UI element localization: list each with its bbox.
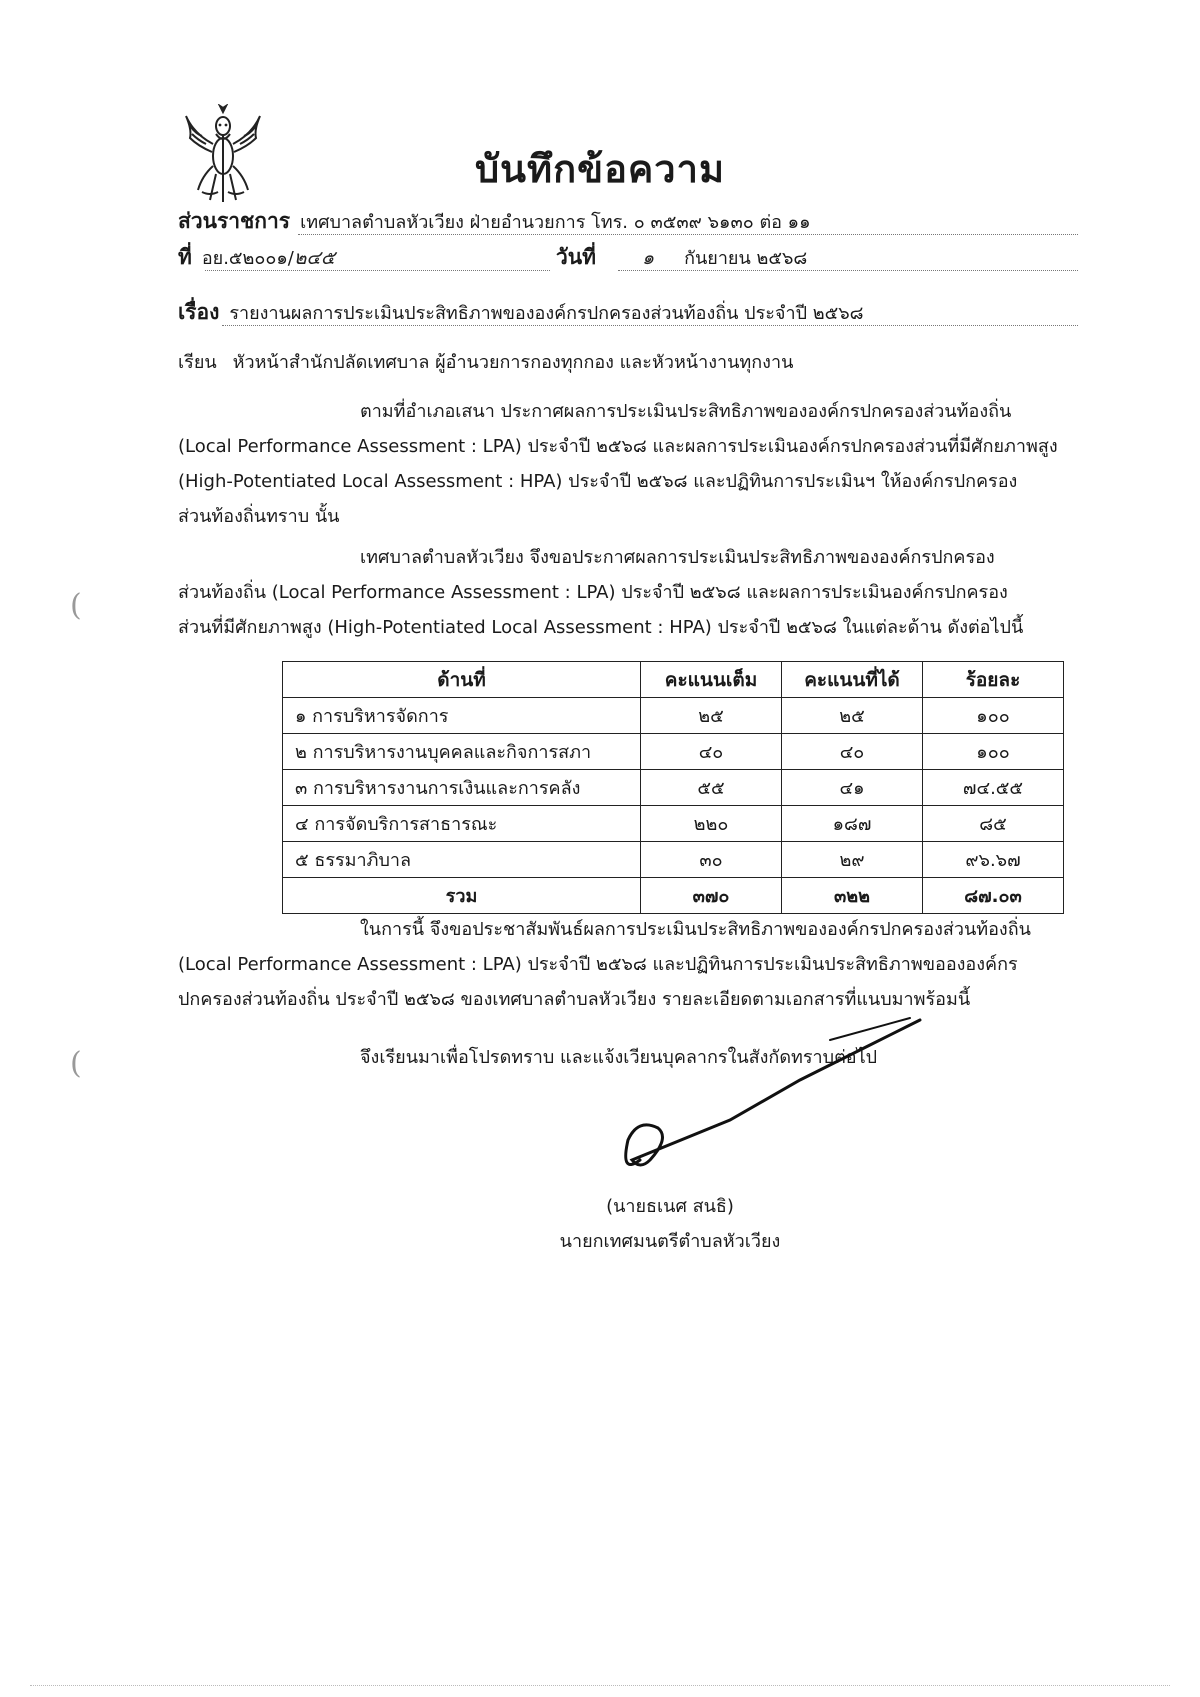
- row-percent: ๗๔.๕๕: [923, 770, 1064, 806]
- punch-hole-mark: (: [70, 1046, 82, 1081]
- row-percent: ๘๕: [923, 806, 1064, 842]
- agency-value: เทศบาลตำบลหัวเวียง ฝ่ายอำนวยการ โทร. ๐ ๓๕๓๙ ๖๑๓๐ ต่อ ๑๑: [300, 212, 811, 233]
- row-full-score: ๔๐: [641, 734, 782, 770]
- row-topic: ๒ การบริหารงานบุคคลและกิจการสภา: [283, 734, 641, 770]
- table-row: [283, 734, 1064, 770]
- row-topic: ๕ ธรรมาภิบาล: [283, 842, 641, 878]
- paragraph-1-line: ส่วนท้องถิ่นทราบ นั้น: [178, 506, 340, 527]
- row-score-obtained: ๒๕: [782, 698, 923, 734]
- ref-dotline: [205, 270, 550, 271]
- to-label: เรียน: [178, 352, 217, 373]
- closing-line: จึงเรียนมาเพื่อโปรดทราบ และแจ้งเวียนบุคลากรในสังกัดทราบต่อไป: [360, 1047, 878, 1068]
- header-score-obtained: คะแนนที่ได้: [782, 662, 923, 698]
- row-percent: ๙๖.๖๗: [923, 842, 1064, 878]
- row-score-obtained: ๑๘๗: [782, 806, 923, 842]
- total-score-obtained: ๓๒๒: [782, 878, 923, 914]
- header-full-score: คะแนนเต็ม: [641, 662, 782, 698]
- row-score-obtained: ๔๐: [782, 734, 923, 770]
- row-topic: ๔ การจัดบริการสาธารณะ: [283, 806, 641, 842]
- ref-value: อย.๕๒๐๐๑/: [201, 248, 294, 269]
- subject-value: รายงานผลการประเมินประสิทธิภาพขององค์กรปกครองส่วนท้องถิ่น ประจำปี ๒๕๖๘: [229, 303, 864, 324]
- scan-edge-noise: [30, 1685, 1170, 1686]
- agency-dotline: [298, 234, 1078, 235]
- total-percent: ๘๗.๐๓: [923, 878, 1064, 914]
- table-row: [283, 770, 1064, 806]
- to-value: หัวหน้าสำนักปลัดเทศบาล ผู้อำนวยการกองทุกกอง และหัวหน้างานทุกงาน: [232, 352, 794, 373]
- signer-position: นายกเทศมนตรีตำบลหัวเวียง: [559, 1231, 781, 1252]
- ref-handwritten-number: ๒๔๕: [293, 247, 336, 269]
- paragraph-3-line: ปกครองส่วนท้องถิ่น ประจำปี ๒๕๖๘ ของเทศบาลตำบลหัวเวียง รายละเอียดตามเอกสารที่แนบมาพร้อมนี้: [178, 989, 971, 1010]
- row-percent: ๑๐๐: [923, 698, 1064, 734]
- table-header-row: [283, 662, 1064, 698]
- header-percent: ร้อยละ: [923, 662, 1064, 698]
- date-day: ๑: [642, 247, 655, 269]
- ref-label: ที่: [178, 245, 192, 269]
- row-topic: ๓ การบริหารงานการเงินและการคลัง: [283, 770, 641, 806]
- table-row: [283, 698, 1064, 734]
- date-month-year: กันยายน ๒๕๖๘: [684, 248, 808, 269]
- subject-label: เรื่อง: [178, 300, 220, 324]
- date-label: วันที่: [556, 245, 596, 269]
- table-total-row: [283, 878, 1064, 914]
- paragraph-1-line: (Local Performance Assessment : LPA) ประจำปี ๒๕๖๘ และผลการประเมินองค์กรปกครองส่วนที่มีศักยภาพสูง: [178, 436, 1058, 457]
- paragraph-3: [178, 912, 1088, 1017]
- paragraph-1: [178, 394, 1088, 534]
- paragraph-2-line: เทศบาลตำบลหัวเวียง จึงขอประกาศผลการประเมินประสิทธิภาพขององค์กรปกครอง: [360, 547, 995, 568]
- subject-dotline: [222, 325, 1078, 326]
- paragraph-3-line: ในการนี้ จึงขอประชาสัมพันธ์ผลการประเมินประสิทธิภาพขององค์กรปกครองส่วนท้องถิ่น: [360, 919, 1031, 940]
- signer-name: (นายธเนศ สนธิ): [606, 1196, 734, 1217]
- row-percent: ๑๐๐: [923, 734, 1064, 770]
- row-score-obtained: ๔๑: [782, 770, 923, 806]
- paragraph-2: [178, 540, 1088, 645]
- paragraph-1-line: (High-Potentiated Local Assessment : HPA) ประจำปี ๒๕๖๘ และปฏิทินการประเมินฯ ให้องค์กรปกครอง: [178, 471, 1018, 492]
- page-title: บันทึกข้อความ: [474, 147, 726, 191]
- to-field: [178, 347, 793, 376]
- paragraph-2-line: ส่วนท้องถิ่น (Local Performance Assessment : LPA) ประจำปี ๒๕๖๘ และผลการประเมินองค์กรปกครอง: [178, 582, 1008, 603]
- row-full-score: ๒๕: [641, 698, 782, 734]
- score-table: [282, 661, 1064, 914]
- row-score-obtained: ๒๙: [782, 842, 923, 878]
- table-row: [283, 842, 1064, 878]
- row-topic: ๑ การบริหารจัดการ: [283, 698, 641, 734]
- agency-label: ส่วนราชการ: [178, 209, 291, 233]
- table-row: [283, 806, 1064, 842]
- row-full-score: ๒๒๐: [641, 806, 782, 842]
- paragraph-2-line: ส่วนที่มีศักยภาพสูง (High-Potentiated Local Assessment : HPA) ประจำปี ๒๕๖๘ ในแต่ละด้าน ดังต่อไปนี้: [178, 617, 1024, 638]
- total-full-score: ๓๗๐: [641, 878, 782, 914]
- header-topic: ด้านที่: [283, 662, 641, 698]
- total-label: รวม: [283, 878, 641, 914]
- date-dotline: [618, 270, 1078, 271]
- paragraph-3-line: (Local Performance Assessment : LPA) ประจำปี ๒๕๖๘ และปฏิทินการประเมินประสิทธิภาพขอององค์กร: [178, 954, 1018, 975]
- paragraph-1-line: ตามที่อำเภอเสนา ประกาศผลการประเมินประสิทธิภาพขององค์กรปกครองส่วนท้องถิ่น: [360, 401, 1012, 422]
- signature-mark: [610, 1010, 940, 1190]
- row-full-score: ๓๐: [641, 842, 782, 878]
- row-full-score: ๕๕: [641, 770, 782, 806]
- punch-hole-mark: (: [70, 588, 82, 623]
